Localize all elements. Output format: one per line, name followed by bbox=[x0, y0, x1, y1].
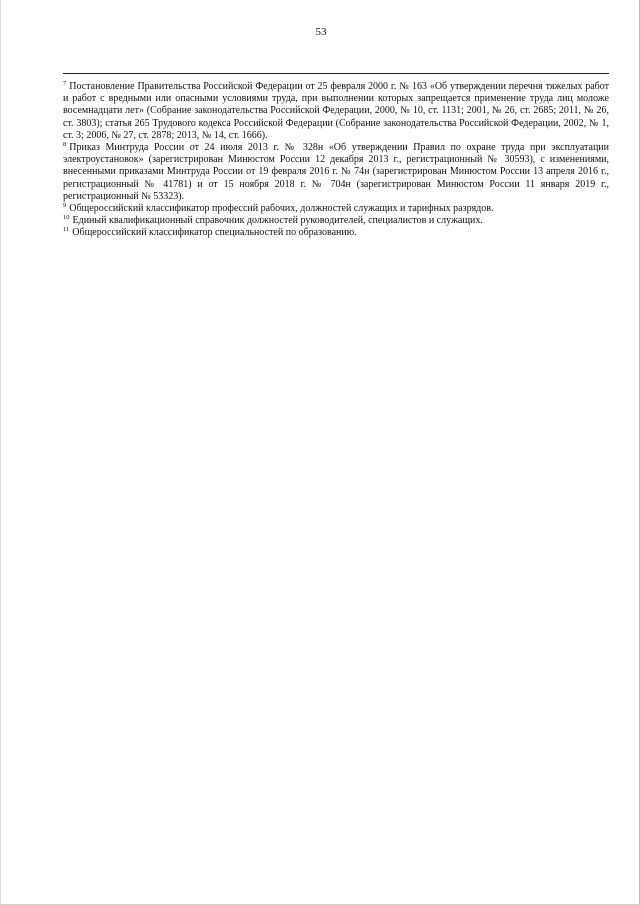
footnote-separator-line bbox=[63, 73, 609, 74]
page-number: 53 bbox=[315, 26, 327, 38]
footnote-mark: 8 bbox=[63, 141, 67, 149]
footnote-text: Постановление Правительства Российской Федерации от 25 февраля 2000 г. № 163 «Об утверждении перечня тяжелых работ и работ с вредными или опасными условиями труда, при выполнении которых запрещается применение труда лиц моложе восемнадцати лет» (Собрание законодательства Российской Федерации, 2000, № 10, ст. 1131; 2001, № 26, ст. 2685; 2011, № 26, ст. 3803); статья 265 Трудового кодекса Российской Федерации (Собрание законодательства Российской Федерации, 2002, № 1, ст. 3; 2006, № 27, ст. 2878; 2013, № 14, ст. 1666). bbox=[63, 81, 609, 141]
footnote-8 bbox=[63, 142, 609, 203]
footnote-7 bbox=[63, 81, 609, 142]
footnote-mark: 9 bbox=[63, 202, 67, 210]
footnote-mark: 11 bbox=[63, 226, 70, 234]
footnotes-section bbox=[63, 73, 609, 240]
footnote-text: Общероссийский классификатор профессий рабочих, должностей служащих и тарифных разрядов. bbox=[69, 203, 494, 215]
footnote-text: Приказ Минтруда России от 24 июля 2013 г. № 328н «Об утверждении Правил по охране труда при эксплуатации электроустановок» (зарегистрирован Минюстом России 12 декабря 2013 г., регистрационный № 30593), с изменениями, внесенными приказами Минтруда России от 19 февраля 2016 г. № 74н (зарегистрирован Минюстом России 13 апреля 2016 г., регистрационный № 41781) и от 15 ноября 2018 г. № 704н (зарегистрирован Минюстом России 11 января 2019 г., регистрационный № 53323). bbox=[63, 142, 609, 202]
footnote-text: Общероссийский классификатор специальностей по образованию. bbox=[72, 227, 357, 239]
footnote-11 bbox=[63, 227, 609, 239]
footnote-9 bbox=[63, 203, 609, 215]
footnote-mark: 7 bbox=[63, 80, 67, 87]
footnote-text: Единый квалификационный справочник должностей руководителей, специалистов и служащих. bbox=[72, 215, 483, 227]
footnote-10 bbox=[63, 215, 609, 227]
footnote-mark: 10 bbox=[63, 214, 70, 222]
